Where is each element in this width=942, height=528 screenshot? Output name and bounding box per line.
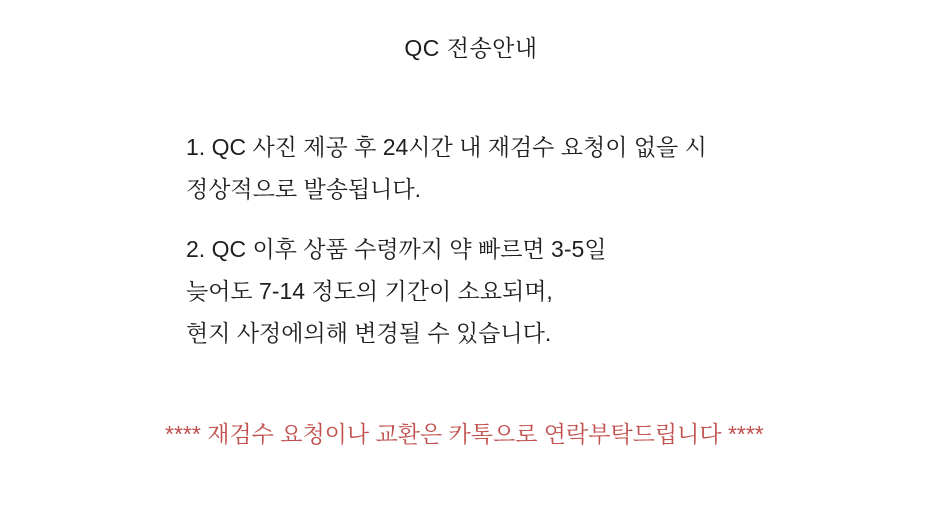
body-text	[186, 126, 707, 354]
paragraph-qc-review-window	[186, 126, 707, 210]
paragraph-line: 2. QC 이후 상품 수령까지 약 빠르면 3-5일	[186, 236, 607, 262]
paragraph-line: 정상적으로 발송됩니다.	[186, 176, 421, 202]
paragraph-delivery-time	[186, 228, 707, 354]
page-title: QC 전송안내	[404, 35, 538, 61]
paragraph-line: 1. QC 사진 제공 후 24시간 내 재검수 요청이 없을 시	[186, 134, 707, 160]
paragraph-line: 늦어도 7-14 정도의 기간이 소요되며,	[186, 278, 553, 304]
contact-warning-text: **** 재검수 요청이나 교환은 카톡으로 연락부탁드립니다 ****	[165, 421, 764, 447]
paragraph-line: 현지 사정에의해 변경될 수 있습니다.	[186, 320, 552, 346]
